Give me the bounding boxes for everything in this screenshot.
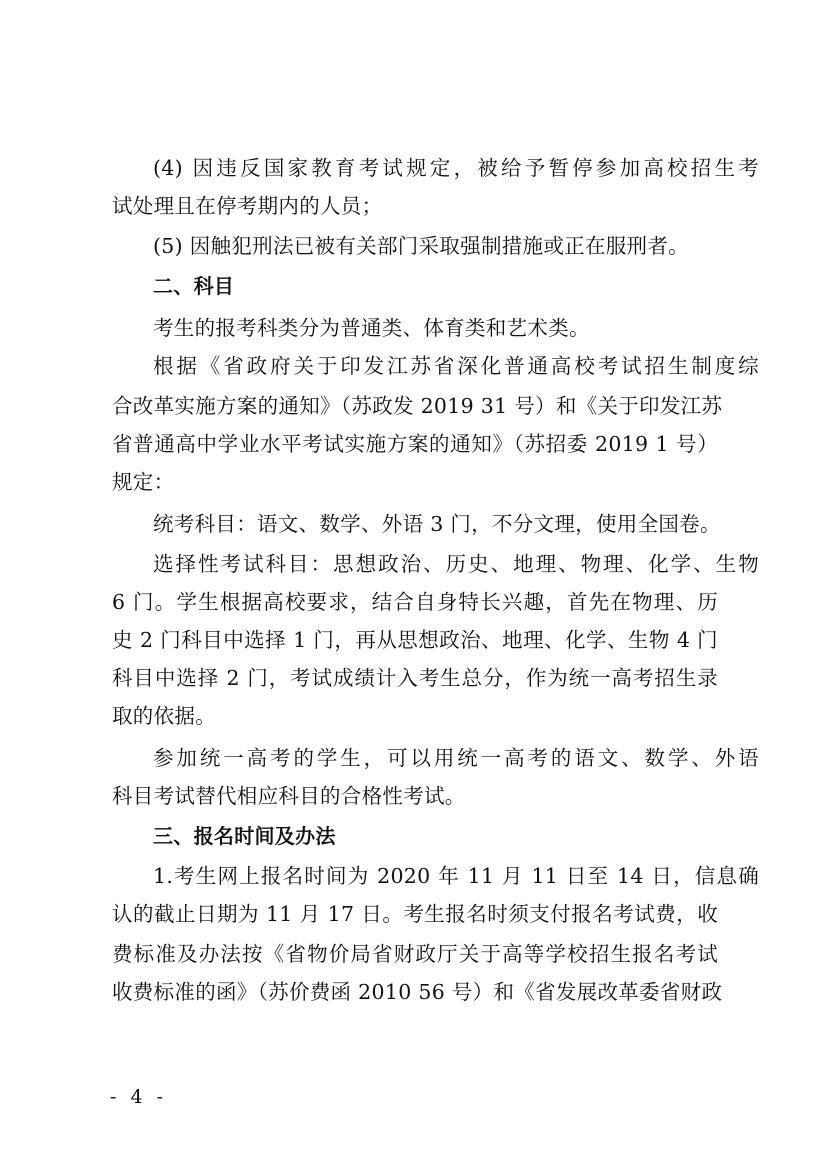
paragraph-line: 规定：	[112, 470, 175, 494]
paragraph-line: 合改革实施方案的通知》（苏政发 2019 31 号）和《关于印发江苏	[112, 394, 723, 418]
paragraph-line: 根据《省政府关于印发江苏省深化普通高校考试招生制度综	[153, 354, 759, 378]
paragraph-line: 认的截止日期为 11 月 17 日。考生报名时须支付报名考试费，收	[112, 902, 718, 926]
section-heading-subjects: 二、科目	[153, 274, 235, 298]
paragraph-line: 收费标准的函》（苏价费函 2010 56 号）和《省发展改革委省财政	[112, 980, 723, 1004]
paragraph-line: 科目考试替代相应科目的合格性考试。	[112, 784, 466, 808]
paragraph-line: 参加统一高考的学生，可以用统一高考的语文、数学、外语	[153, 746, 759, 770]
paragraph-line: 科目中选择 2 门，考试成绩计入考生总分，作为统一高考招生录	[112, 666, 718, 690]
paragraph-line: 6 门。学生根据高校要求，结合自身特长兴趣，首先在物理、历	[112, 590, 718, 614]
paragraph-line: 省普通高中学业水平考试实施方案的通知》（苏招委 2019 1 号）	[112, 432, 718, 456]
paragraph-line: 1.考生网上报名时间为 2020 年 11 月 11 日至 14 日，信息确	[153, 864, 759, 888]
paragraph-line: 统考科目：语文、数学、外语 3 门，不分文理，使用全国卷。	[153, 512, 721, 536]
paragraph-line: 考生的报考科类分为普通类、体育类和艺术类。	[153, 316, 590, 340]
paragraph-line: 选择性考试科目：思想政治、历史、地理、物理、化学、生物	[153, 552, 759, 576]
paragraph-line: 试处理且在停考期内的人员；	[112, 194, 383, 218]
paragraph-line: 史 2 门科目中选择 1 门，再从思想政治、地理、化学、生物 4 门	[112, 628, 718, 652]
paragraph-line: (4) 因违反国家教育考试规定，被给予暂停参加高校招生考	[153, 156, 759, 180]
paragraph-line: 费标准及办法按《省物价局省财政厅关于高等学校招生报名考试	[112, 942, 718, 966]
section-heading-registration: 三、报名时间及办法	[153, 824, 336, 848]
paragraph-line: (5) 因触犯刑法已被有关部门采取强制措施或正在服刑者。	[153, 234, 689, 258]
page-number: - 4 -	[110, 1086, 168, 1108]
paragraph-line: 取的依据。	[112, 704, 216, 728]
